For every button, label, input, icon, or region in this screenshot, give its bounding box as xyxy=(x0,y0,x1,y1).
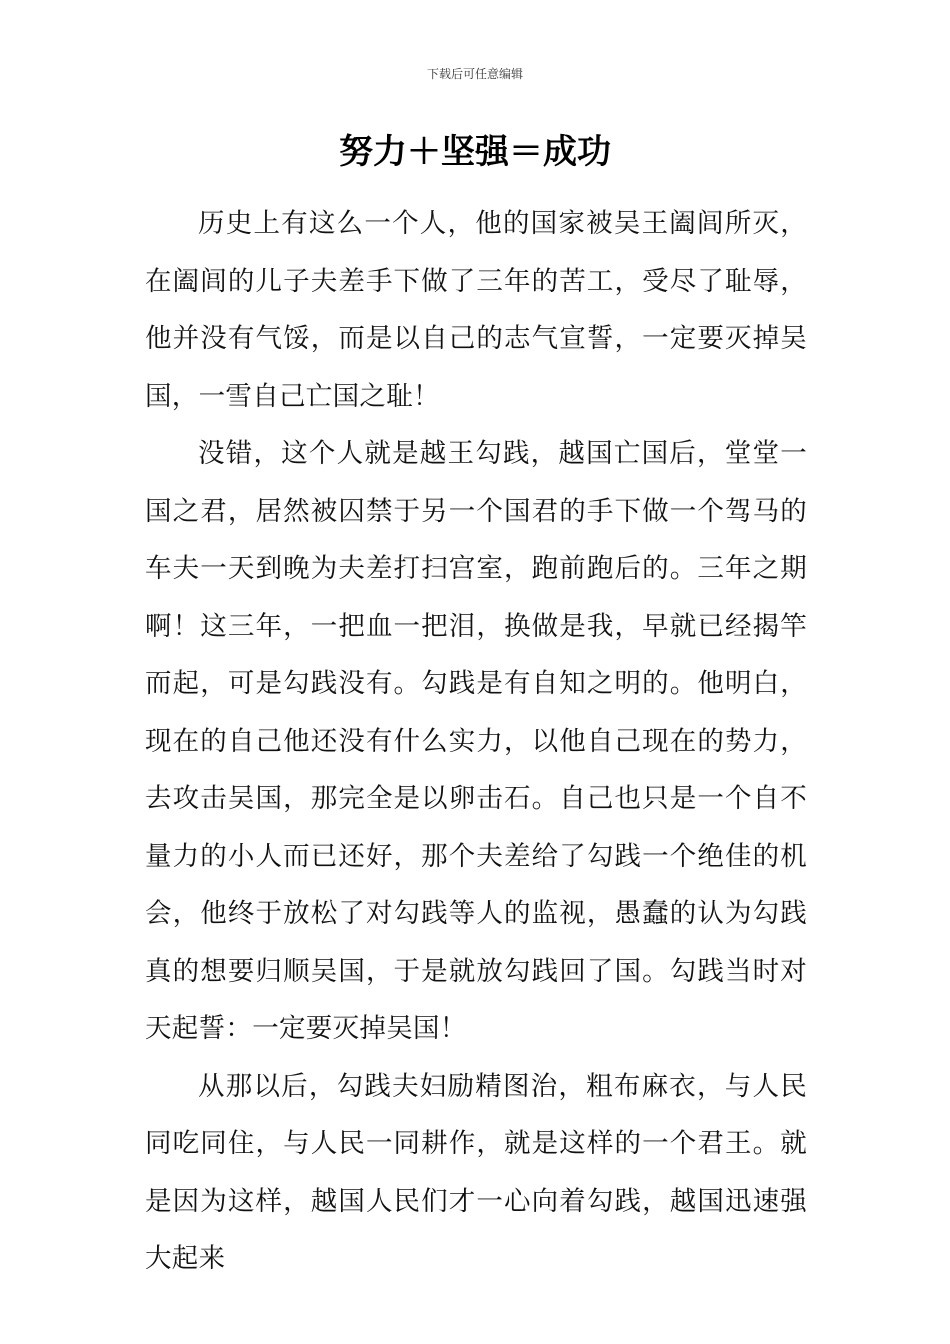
paragraph-1: 历史上有这么一个人，他的国家被吴王阖闾所灭，在阖闾的儿子夫差手下做了三年的苦工，受尽了耻辱，他并没有气馁，而是以自己的志气宣誓，一定要灭掉吴国，一雪自己亡国之耻！ xyxy=(145,208,807,412)
document-title: 努力＋坚强＝成功 xyxy=(339,132,611,172)
document-body xyxy=(145,195,807,1288)
paragraph-3: 从那以后，勾践夫妇励精图治，粗布麻衣，与人民同吃同住，与人民一同耕作，就是这样的一个君王。就是因为这样，越国人民们才一心向着勾践，越国迅速强大起来 xyxy=(145,1070,807,1274)
paragraph-2: 没错，这个人就是越王勾践，越国亡国后，堂堂一国之君，居然被囚禁于另一个国君的手下做一个驾马的车夫一天到晚为夫差打扫宫室，跑前跑后的。三年之期啊！这三年，一把血一把泪，换做是我，早就已经揭竿而起，可是勾践没有。勾践是有自知之明的。他明白，现在的自己他还没有什么实力，以他自己现在的势力，去攻击吴国，那完全是以卵击石。自己也只是一个自不量力的小人而已还好，那个夫差给了勾践一个绝佳的机会，他终于放松了对勾践等人的监视，愚蠢的认为勾践真的想要归顺吴国，于是就放勾践回了国。勾践当时对天起誓：一定要灭掉吴国！ xyxy=(145,438,807,1044)
header-note: 下载后可任意编辑 xyxy=(426,67,523,81)
